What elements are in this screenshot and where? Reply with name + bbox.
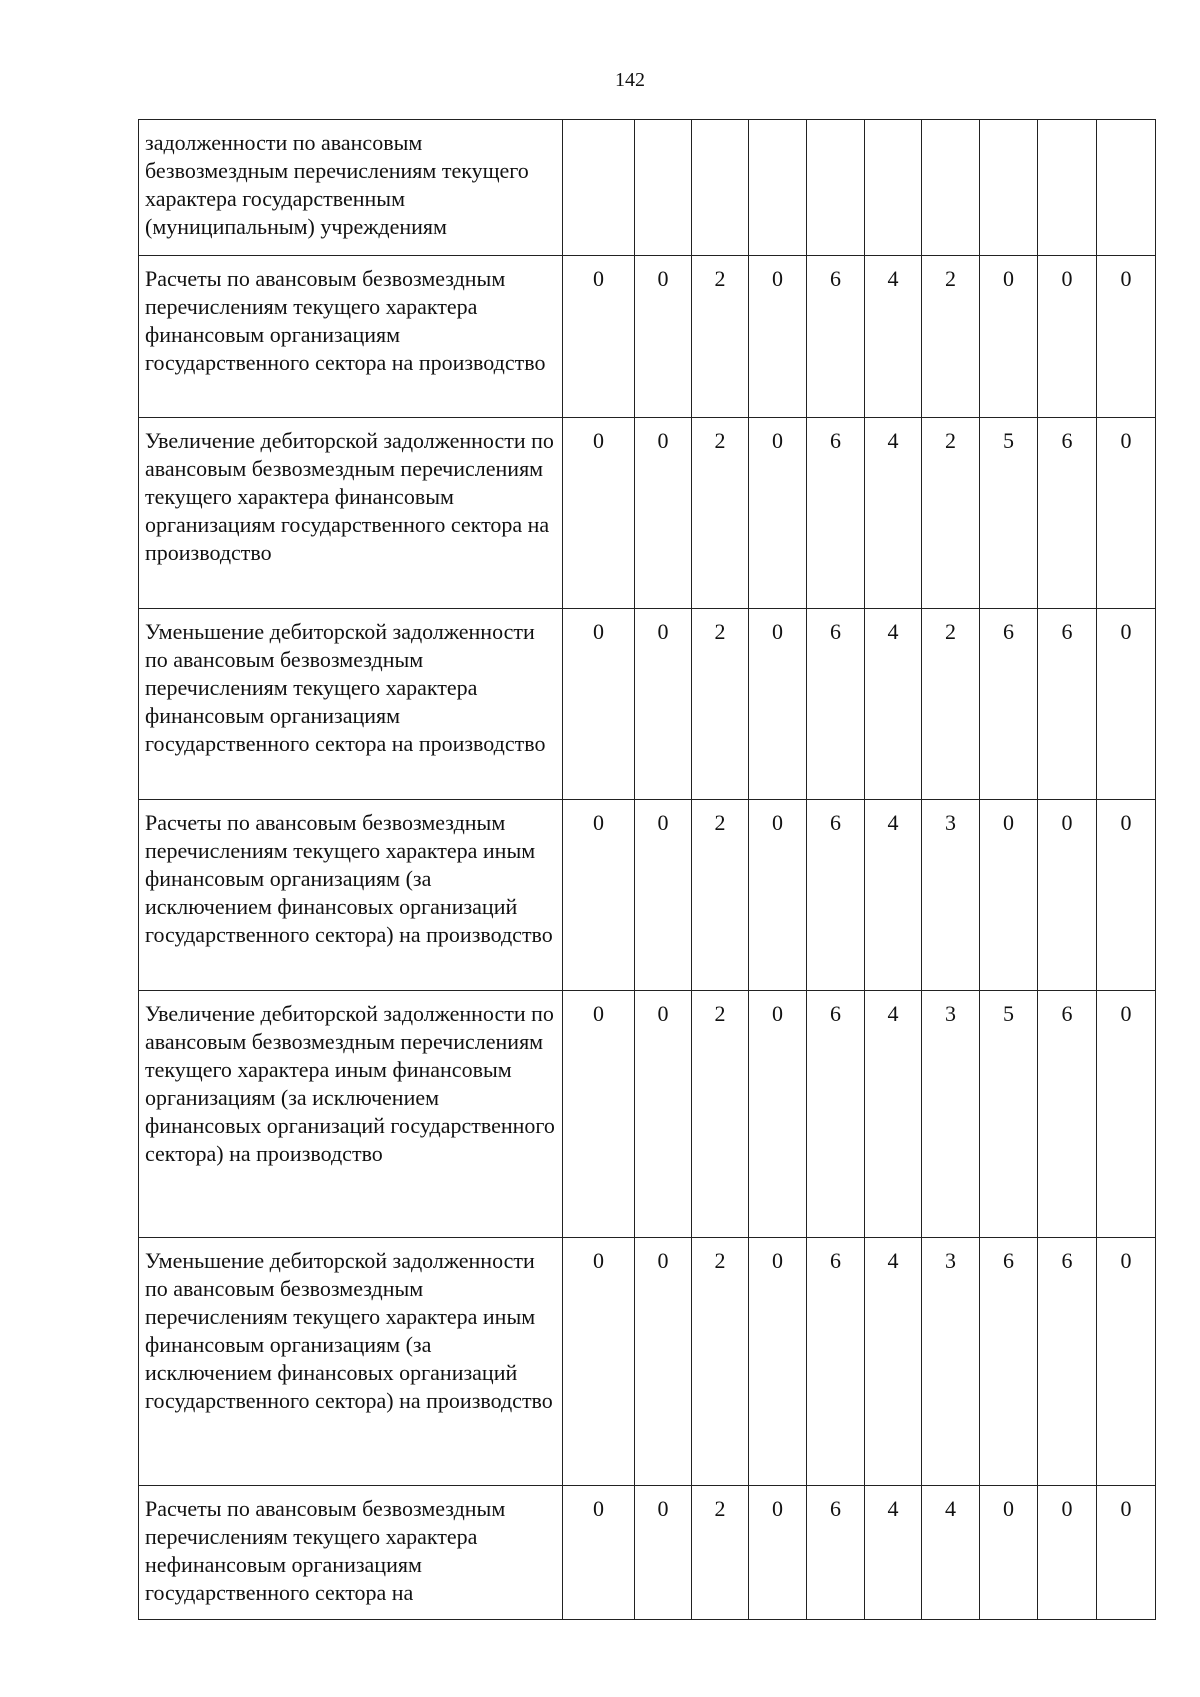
row-description: Увеличение дебиторской задолженности по авансовым безвозмездным перечислениям текущего характера иным финансовым организациям (за исключением финансовых организаций государственного сектора) на производство xyxy=(145,1001,555,1166)
code-digit-cell: 4 xyxy=(922,1486,980,1620)
code-digit-cell xyxy=(807,120,865,256)
table-row xyxy=(139,120,1156,256)
code-digit-cell: 4 xyxy=(865,1486,922,1620)
code-digit-cell xyxy=(865,120,922,256)
row-description-cell xyxy=(139,609,563,800)
code-digit-cell xyxy=(749,120,807,256)
table-body xyxy=(139,120,1156,1620)
code-digit-cell: 0 xyxy=(749,1486,807,1620)
code-digit-cell xyxy=(635,120,692,256)
code-digit-cell: 2 xyxy=(922,256,980,418)
row-description: Увеличение дебиторской задолженности по авансовым безвозмездным перечислениям текущего характера финансовым организациям государственного сектора на производство xyxy=(145,428,554,565)
code-digit-cell: 0 xyxy=(635,1486,692,1620)
code-digit-cell: 2 xyxy=(692,991,749,1238)
table-row xyxy=(139,1238,1156,1486)
code-digit-cell: 0 xyxy=(1097,1238,1156,1486)
code-digit-cell: 2 xyxy=(922,609,980,800)
code-digit-cell: 0 xyxy=(749,800,807,991)
code-digit-cell: 2 xyxy=(692,609,749,800)
code-digit-cell: 5 xyxy=(980,418,1038,609)
code-digit-cell: 0 xyxy=(563,609,635,800)
code-digit-cell: 2 xyxy=(692,256,749,418)
row-description: Расчеты по авансовым безвозмездным перечислениям текущего характера иным финансовым организациям (за исключением финансовых организаций государственного сектора) на производство xyxy=(145,810,553,947)
code-digit-cell: 0 xyxy=(563,418,635,609)
code-digit-cell: 6 xyxy=(807,991,865,1238)
code-digit-cell: 6 xyxy=(807,800,865,991)
code-digit-cell: 6 xyxy=(1038,418,1097,609)
code-digit-cell xyxy=(1097,120,1156,256)
row-description: Расчеты по авансовым безвозмездным перечислениям текущего характера нефинансовым организациям государственного сектора на xyxy=(145,1496,506,1605)
code-digit-cell: 6 xyxy=(807,256,865,418)
row-description-cell xyxy=(139,418,563,609)
code-digit-cell: 0 xyxy=(635,1238,692,1486)
code-digit-cell: 0 xyxy=(749,1238,807,1486)
row-description: Уменьшение дебиторской задолженности по авансовым безвозмездным перечислениям текущего характера финансовым организациям государственного сектора на производство xyxy=(145,619,546,756)
code-digit-cell: 2 xyxy=(692,418,749,609)
code-digit-cell: 0 xyxy=(635,991,692,1238)
code-digit-cell: 0 xyxy=(1097,1486,1156,1620)
code-digit-cell: 2 xyxy=(692,1238,749,1486)
code-digit-cell: 6 xyxy=(807,609,865,800)
row-description: Расчеты по авансовым безвозмездным перечислениям текущего характера финансовым организациям государственного сектора на производство xyxy=(145,266,546,375)
row-description-cell xyxy=(139,120,563,256)
code-digit-cell: 0 xyxy=(563,800,635,991)
table-row xyxy=(139,991,1156,1238)
code-digit-cell: 0 xyxy=(563,1486,635,1620)
code-digit-cell: 6 xyxy=(980,609,1038,800)
code-digit-cell: 5 xyxy=(980,991,1038,1238)
code-digit-cell xyxy=(1038,120,1097,256)
row-description-cell xyxy=(139,256,563,418)
code-digit-cell xyxy=(980,120,1038,256)
table-row xyxy=(139,256,1156,418)
code-digit-cell: 4 xyxy=(865,418,922,609)
code-digit-cell: 0 xyxy=(1097,609,1156,800)
row-description-cell xyxy=(139,800,563,991)
code-digit-cell xyxy=(563,120,635,256)
code-digit-cell: 0 xyxy=(635,256,692,418)
code-digit-cell: 0 xyxy=(749,256,807,418)
account-codes-table xyxy=(138,119,1156,1620)
code-digit-cell: 0 xyxy=(635,609,692,800)
code-digit-cell: 2 xyxy=(692,1486,749,1620)
code-digit-cell: 4 xyxy=(865,991,922,1238)
code-digit-cell xyxy=(922,120,980,256)
code-digit-cell: 0 xyxy=(563,256,635,418)
code-digit-cell: 0 xyxy=(635,800,692,991)
code-digit-cell: 0 xyxy=(980,800,1038,991)
code-digit-cell: 6 xyxy=(1038,991,1097,1238)
code-digit-cell: 0 xyxy=(980,1486,1038,1620)
code-digit-cell: 4 xyxy=(865,609,922,800)
code-digit-cell: 2 xyxy=(922,418,980,609)
code-digit-cell: 0 xyxy=(1038,800,1097,991)
code-digit-cell: 0 xyxy=(1097,800,1156,991)
code-digit-cell: 4 xyxy=(865,256,922,418)
code-digit-cell: 6 xyxy=(1038,1238,1097,1486)
code-digit-cell: 0 xyxy=(749,609,807,800)
code-digit-cell: 6 xyxy=(1038,609,1097,800)
code-digit-cell: 0 xyxy=(563,1238,635,1486)
code-digit-cell: 4 xyxy=(865,1238,922,1486)
code-digit-cell: 0 xyxy=(635,418,692,609)
code-digit-cell: 2 xyxy=(692,800,749,991)
row-description: Уменьшение дебиторской задолженности по авансовым безвозмездным перечислениям текущего характера иным финансовым организациям (за исключением финансовых организаций государственного сектора) на производство xyxy=(145,1248,553,1413)
code-digit-cell: 0 xyxy=(1038,1486,1097,1620)
table-row xyxy=(139,800,1156,991)
code-digit-cell: 3 xyxy=(922,1238,980,1486)
table-row xyxy=(139,609,1156,800)
row-description: задолженности по авансовым безвозмездным перечислениям текущего характера государственным (муниципальным) учреждениям xyxy=(145,130,529,239)
page-number: 142 xyxy=(615,69,645,91)
code-digit-cell: 3 xyxy=(922,991,980,1238)
row-description-cell xyxy=(139,991,563,1238)
code-digit-cell: 0 xyxy=(563,991,635,1238)
code-digit-cell: 0 xyxy=(749,418,807,609)
code-digit-cell: 0 xyxy=(1097,418,1156,609)
table-row xyxy=(139,1486,1156,1620)
code-digit-cell: 6 xyxy=(807,1238,865,1486)
code-digit-cell: 6 xyxy=(807,1486,865,1620)
code-digit-cell: 0 xyxy=(1038,256,1097,418)
code-digit-cell: 6 xyxy=(980,1238,1038,1486)
code-digit-cell: 0 xyxy=(1097,991,1156,1238)
code-digit-cell: 4 xyxy=(865,800,922,991)
row-description-cell xyxy=(139,1486,563,1620)
code-digit-cell: 0 xyxy=(980,256,1038,418)
code-digit-cell: 3 xyxy=(922,800,980,991)
code-digit-cell xyxy=(692,120,749,256)
code-digit-cell: 0 xyxy=(749,991,807,1238)
code-digit-cell: 6 xyxy=(807,418,865,609)
table-row xyxy=(139,418,1156,609)
code-digit-cell: 0 xyxy=(1097,256,1156,418)
row-description-cell xyxy=(139,1238,563,1486)
